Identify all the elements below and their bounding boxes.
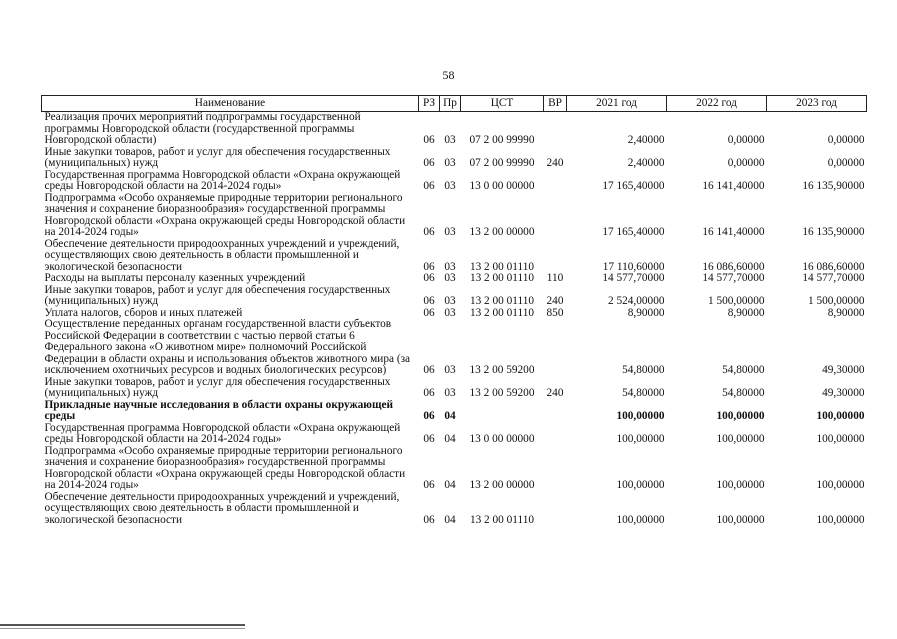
cell-rz: 06 <box>423 260 435 273</box>
cell-2023: 100,00000 <box>816 433 865 445</box>
header-2021: 2021 год <box>567 96 667 112</box>
cell-2022: 100,00000 <box>716 513 765 526</box>
cell-2022: 54,80000 <box>722 387 765 399</box>
cell-name: Государственная программа Новгородской области «Охрана окружающей среды Новгородской области на 2014-2024 годы» <box>44 168 401 192</box>
cell-2021: 14 577,70000 <box>602 272 665 284</box>
page-number: 58 <box>442 68 455 82</box>
cell-2023: 8,90000 <box>827 306 865 319</box>
cell-2021: 100,00000 <box>616 479 665 491</box>
table-row <box>42 273 867 285</box>
cell-2023: 100,00000 <box>816 513 865 526</box>
cell-cst: 13 0 00 00000 <box>469 433 535 445</box>
cell-2023: 0,00000 <box>827 134 865 146</box>
cell-2021: 17 165,40000 <box>602 180 665 192</box>
cell-rz: 06 <box>423 433 435 445</box>
cell-2021: 54,80000 <box>622 364 665 376</box>
table-row <box>42 377 867 400</box>
table-row <box>42 446 867 492</box>
cell-pr: 04 <box>444 513 456 526</box>
cell-rz: 06 <box>423 180 435 192</box>
table-row <box>42 423 867 446</box>
cell-cst: 13 2 00 00000 <box>469 226 535 238</box>
cell-2022: 100,00000 <box>716 433 765 445</box>
table-row <box>42 112 867 147</box>
cell-2022: 100,00000 <box>716 479 765 491</box>
cell-cst: 07 2 00 99990 <box>469 134 535 146</box>
cell-vr <box>544 400 567 423</box>
cell-rz: 06 <box>423 364 435 376</box>
cell-cst: 13 2 00 01110 <box>469 513 535 526</box>
cell-2022: 0,00000 <box>727 134 765 146</box>
cell-2023: 14 577,70000 <box>802 272 865 284</box>
cell-name: Иные закупки товаров, работ и услуг для обеспечения государственных (муниципальных) нужд <box>44 283 391 307</box>
cell-2021: 17 165,40000 <box>602 226 665 238</box>
budget-table <box>41 95 867 526</box>
cell-pr: 03 <box>444 134 456 146</box>
cell-cst: 13 2 00 01110 <box>469 306 535 319</box>
table-row <box>42 239 867 274</box>
cell-rz: 06 <box>423 479 435 491</box>
cell-vr <box>544 170 567 193</box>
footer-rule <box>0 624 245 626</box>
cell-vr: 110 <box>546 272 564 284</box>
footer-rule-thin <box>0 628 245 629</box>
cell-2021: 2 524,00000 <box>608 295 665 307</box>
cell-rz: 06 <box>423 226 435 238</box>
cell-name: Осуществление переданных органам государственной власти субъектов Российской Федерации в соответствии с частью первой статьи 6 Федерального закона «О животном мире» полномочий Российской Федерации в области охраны и использования объектов животного мира (за исключением охотничьих ресурсов и водных биологических ресурсов) <box>44 318 411 376</box>
cell-pr: 03 <box>444 226 456 238</box>
header-2023: 2023 год <box>767 96 867 112</box>
cell-pr: 03 <box>444 306 456 319</box>
cell-pr: 03 <box>444 387 456 399</box>
cell-cst: 13 2 00 01110 <box>469 295 535 307</box>
cell-vr <box>544 112 567 147</box>
cell-2023: 49,30000 <box>822 364 865 376</box>
cell-2021: 100,00000 <box>616 410 665 422</box>
table-row <box>42 170 867 193</box>
cell-2021: 100,00000 <box>616 513 665 526</box>
cell-2021: 2,40000 <box>627 134 665 146</box>
cell-vr <box>544 239 567 274</box>
cell-2023: 1 500,00000 <box>808 295 865 307</box>
header-2022: 2022 год <box>667 96 767 112</box>
cell-2023: 16 135,90000 <box>802 226 865 238</box>
cell-2021: 8,90000 <box>627 306 665 319</box>
cell-2022: 0,00000 <box>727 157 765 169</box>
cell-pr: 03 <box>444 157 456 169</box>
table-header-row <box>42 96 867 112</box>
cell-pr: 03 <box>444 272 456 284</box>
cell-vr <box>544 492 567 527</box>
cell-2021: 54,80000 <box>622 387 665 399</box>
cell-2022: 16 141,40000 <box>702 226 765 238</box>
cell-vr: 850 <box>546 306 564 319</box>
cell-2023: 16 135,90000 <box>802 180 865 192</box>
cell-name: Государственная программа Новгородской области «Охрана окружающей среды Новгородской области на 2014-2024 годы» <box>44 421 401 445</box>
cell-2021: 2,40000 <box>627 157 665 169</box>
cell-name: Обеспечение деятельности природоохранных учреждений и учреждений, осуществляющих свою деятельность в области промышленной и экологической безопасности <box>44 237 400 273</box>
cell-2023: 0,00000 <box>827 157 865 169</box>
cell-name: Реализация прочих мероприятий подпрограммы государственной программы Новгородской области (государственной программы Новгородской области) <box>44 111 361 146</box>
cell-rz: 06 <box>423 306 435 319</box>
cell-2022: 100,00000 <box>716 410 765 422</box>
cell-name: Обеспечение деятельности природоохранных учреждений и учреждений, осуществляющих свою деятельность в области промышленной и экологической безопасности <box>44 490 400 526</box>
cell-rz: 06 <box>423 410 435 422</box>
cell-vr <box>544 446 567 492</box>
table-row <box>42 400 867 423</box>
cell-2023: 100,00000 <box>816 410 865 422</box>
cell-vr: 240 <box>546 157 564 169</box>
cell-cst: 13 2 00 01110 <box>469 260 535 273</box>
cell-cst: 13 2 00 59200 <box>469 364 535 376</box>
cell-rz: 06 <box>423 272 435 284</box>
cell-rz: 06 <box>423 387 435 399</box>
cell-vr <box>544 193 567 239</box>
cell-2022: 16 086,60000 <box>702 260 765 273</box>
cell-rz: 06 <box>423 513 435 526</box>
cell-2022: 1 500,00000 <box>708 295 765 307</box>
cell-2022: 14 577,70000 <box>702 272 765 284</box>
cell-2022: 54,80000 <box>722 364 765 376</box>
table-row <box>42 193 867 239</box>
header-pr: Пр <box>440 96 461 112</box>
cell-pr: 03 <box>444 180 456 192</box>
header-rz: РЗ <box>419 96 440 112</box>
cell-pr: 03 <box>444 364 456 376</box>
cell-name: Подпрограмма «Особо охраняемые природные территории регионального значения и сохранение биоразнообразия» государственной программы Новгородской области «Охрана окружающей среды Новгородской области на 2014-2024 годы» <box>44 444 406 491</box>
header-name: Наименование <box>42 96 419 112</box>
cell-vr: 240 <box>546 387 564 399</box>
cell-cst: 13 2 00 59200 <box>469 387 535 399</box>
cell-2022: 16 141,40000 <box>702 180 765 192</box>
table-body <box>42 112 867 527</box>
table-row <box>42 285 867 308</box>
header-cst: ЦСТ <box>461 96 544 112</box>
table-row <box>42 492 867 527</box>
cell-2023: 16 086,60000 <box>802 260 865 273</box>
cell-cst: 13 2 00 00000 <box>469 479 535 491</box>
table-row <box>42 319 867 377</box>
cell-rz: 06 <box>423 295 435 307</box>
cell-2023: 49,30000 <box>822 387 865 399</box>
cell-vr <box>544 319 567 377</box>
cell-2021: 100,00000 <box>616 433 665 445</box>
cell-name: Иные закупки товаров, работ и услуг для обеспечения государственных (муниципальных) нужд <box>44 145 391 169</box>
cell-name: Подпрограмма «Особо охраняемые природные территории регионального значения и сохранение биоразнообразия» государственной программы Новгородской области «Охрана окружающей среды Новгородской области на 2014-2024 годы» <box>44 191 406 238</box>
cell-pr: 03 <box>444 260 456 273</box>
cell-2021: 17 110,60000 <box>602 260 665 273</box>
cell-rz: 06 <box>423 157 435 169</box>
cell-2023: 100,00000 <box>816 479 865 491</box>
cell-name: Уплата налогов, сборов и иных платежей <box>44 306 243 319</box>
cell-cst <box>461 400 544 423</box>
cell-pr: 03 <box>444 295 456 307</box>
cell-name: Иные закупки товаров, работ и услуг для обеспечения государственных (муниципальных) нужд <box>44 375 391 399</box>
cell-name: Расходы на выплаты персоналу казенных учреждений <box>44 272 306 284</box>
cell-cst: 13 2 00 01110 <box>469 272 535 284</box>
cell-2022: 8,90000 <box>727 306 765 319</box>
cell-name: Прикладные научные исследования в области охраны окружающей среды <box>44 398 393 422</box>
cell-cst: 07 2 00 99990 <box>469 157 535 169</box>
cell-cst: 13 0 00 00000 <box>469 180 535 192</box>
cell-vr <box>544 423 567 446</box>
cell-rz: 06 <box>423 134 435 146</box>
header-vr: ВР <box>544 96 567 112</box>
table-row <box>42 147 867 170</box>
cell-pr: 04 <box>444 433 456 445</box>
cell-pr: 04 <box>444 410 456 422</box>
cell-vr: 240 <box>546 295 564 307</box>
cell-pr: 04 <box>444 479 456 491</box>
